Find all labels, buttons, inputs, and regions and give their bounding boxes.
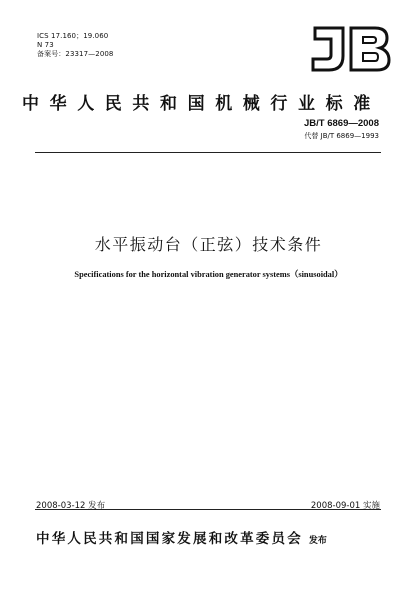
top-divider bbox=[35, 152, 381, 153]
bottom-divider bbox=[35, 509, 381, 510]
implementation-date: 2008-09-01 实施 bbox=[310, 501, 380, 511]
filing-number: 备案号：23317—2008 bbox=[37, 50, 114, 58]
jb-logo-graphic bbox=[309, 24, 391, 74]
ics-code: ICS 17.160；19.060 bbox=[37, 32, 109, 40]
document-title-chinese: 水平振动台（正弦）技术条件 bbox=[94, 235, 323, 254]
issue-date: 2008-03-12 发布 bbox=[36, 501, 106, 511]
document-title-english: Specifications for the horizontal vibration generator systems（sinusoidal） bbox=[74, 270, 343, 279]
classification-code: N 73 bbox=[37, 41, 54, 49]
standard-category-title: 中华人民共和国机械行业标准 bbox=[22, 94, 381, 114]
issuer-suffix: 发布 bbox=[308, 536, 327, 546]
issuer-name: 中华人民共和国国家发展和改革委员会 bbox=[36, 531, 303, 547]
standard-number: JB/T 6869—2008 bbox=[304, 118, 379, 129]
replaces-standard: 代替 JB/T 6869—1993 bbox=[304, 132, 379, 140]
jb-logo bbox=[309, 24, 391, 74]
issuer-line bbox=[36, 527, 327, 547]
